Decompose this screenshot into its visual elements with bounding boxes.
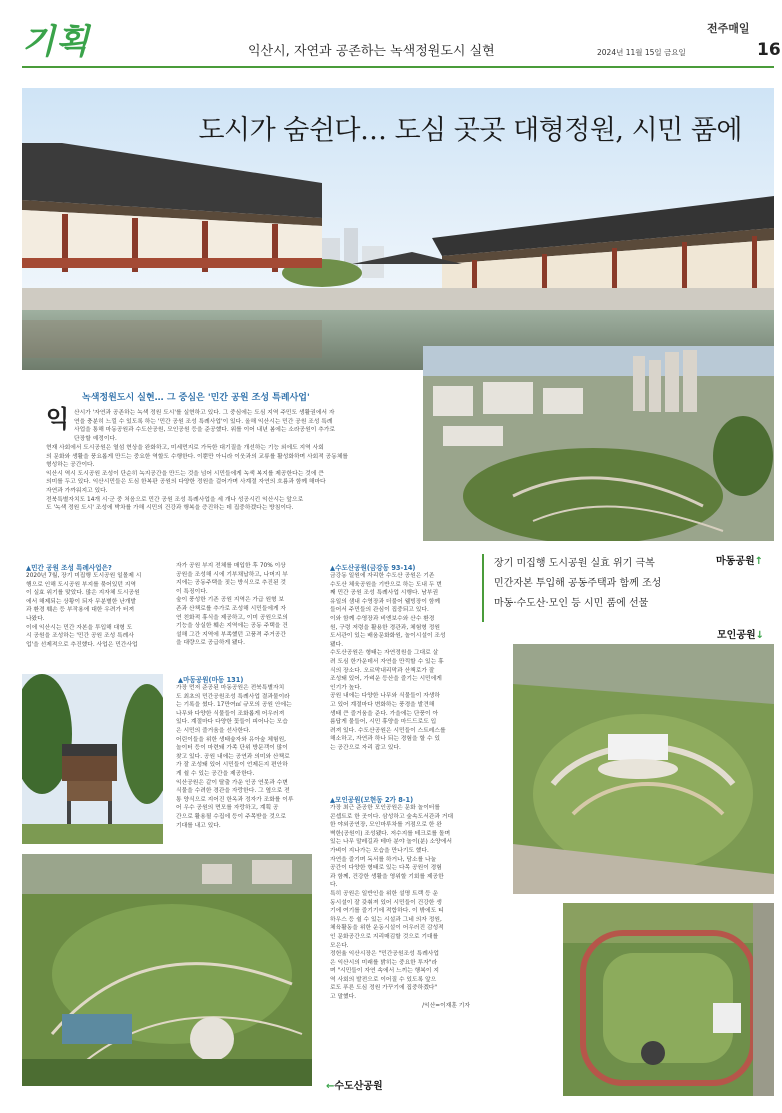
col2-label: ▲마동공원(마동 131): [178, 676, 244, 684]
col1-label: ▲민간 공원 조성 특례사업은?: [26, 564, 112, 572]
col3-text-b: 가장 최근 준공한 모인공원은 문화 놀이터를 콘셉트로 한 곳이다. 삼성하고 숲속도서관과 거대 한 야외공연장, 모인마루차를 거점으로 한 완 벽한(공원이) 조성됐다. 저수지를 테크로를 돌며 있는 나무 말레길과 테마 분야 놀이(분) 소양에서 가벼이 지나가는 모습을 만나기도 했다. 자연을 즐기며 독서를 하거나, 담소를 나눌 공간이 다양한 형태로 있는 다목 공원이 경험 과 함께, 건강한 생활을 영위할 기회를 제공한 다. 특히 공원은 일반인을 위한 설명 트랙 등 운 동시설이 잘 갖춰져 있어 시민들이 건강한 생 기에 여기를 즐기기에 적합하다. 이 밖에도 티 하우스 등 쉴 수 있는 시설과 그네 의자 정원, 체육활동을 위한 운동시설이 어우러진 감성적 인 문화공간으로 지리매김할 것으로 기대를 모은다. 정헌율 익산시장은 "민간공원조성 특례사업 은 익산시의 미래를 밝히는 중요한 투자"라 며 "시민들이 자연 속에서 느끼는 행복이 지 역 사회의 발전으로 이어질 수 있도록 앞으 로도 푸른 도심 정원 가꾸기에 집중하겠다" 고 말했다. /익산=이재훈 기자: [330, 805, 470, 1009]
col1-text: 2020년 7월, 장기 미집행 도시공원 일몰제 시 행으로 인해 도시공원 부지를 묶어있던 지역 이 실효 위기를 맞았다. 많은 지자체 도시공원 에서 해제되는 상황이 되자 무분별한 난개발 과 환경 훼손 등 부작용에 대한 우려가 터져 나왔다. 이에 익산시는 민간 자본을 투입해 대형 도 시 공원을 조성하는 '민간 공원 조성 특례사 업'을 선제적으로 추진했다. 사업은 민간사업: [26, 573, 142, 648]
summary-line: 장기 미집행 도시공원 실효 위기 극복: [494, 558, 655, 569]
main-headline: 도시가 숨쉰다… 도심 곳곳 대형정원, 시민 품에: [198, 115, 742, 146]
observation-deck-photo: [22, 674, 163, 844]
intro-subheading: 녹색정원도시 실현… 그 중심은 '민간 공원 조성 특례사업': [82, 393, 310, 403]
caption-moin: 모인공원↓: [717, 630, 765, 641]
arrow-down-icon: ↓: [755, 630, 765, 641]
moin-park-aerial-photo: [513, 644, 774, 894]
intro-paragraph-body: 현재 사회에서 도시공원은 열섬 현상을 완화하고, 미세먼지로 가득한 대기질을 개선하는 기능 외에도 지역 사회 의 문화와 생활을 풍요롭게 만드는 중요한 역할도 수행한다. 이뿐만 아니라 이웃과의 교류를 활성화하며 사회적 공동체를 형성하는 공간이다. 익산시 역시 도시공원 조성이 단순히 녹지공간을 만드는 것을 넘어 시민들에게 녹색 복지를 제공한다는 것에 큰 의미를 두고 있다. 익산시민들은 도심 한복판 공원의 다양한 정원을 걸어가며 사계절 자연의 흐름과 함께 해마다 자연과 가까워지고 있다. 전북특별자치도 14개 시·군 중 처음으로 민간 공원 조성 특례사업을 세 개나 성공시킨 익산시는 앞으로 도 '녹색 정원 도시' 조성에 박차를 가해 시민의 건강과 행복을 증진하는 데 집중하겠다는 방침이다.: [46, 445, 349, 512]
intro-paragraph-lead: 산시가 '자연과 공존하는 녹색 정원 도시'를 실현하고 있다. 그 중심에는 도심 지역 주민도 생활권에서 자 연을 충분히 느낄 수 있도록 하는 '민간 공원 조성 특례사업'이 있다. 올해 익산시는 민간 공원 조성 특례 사업을 통해 마동공원과 수도산공원, 모인공원 등을 준공했다. 위를 이어 내년 봄에는 소라공원이 추가로 단장할 예정이다.: [74, 410, 335, 442]
col3-text-a: 금강동 일원에 자리한 수도산 공원은 기존 수도산 체육공원을 기반으로 하는 도내 두 번 째 민간 공원 조성 특례사업 시행다. 남부권 유일의 샘내 수영장과 더불어 웰빙장이 함께 들어서 주민들의 관심이 집중되고 있다. 이와 함께 수영장과 비엔보수와 산수 환경 원, 구령 저령을 활용한 경관과, 체험형 정원 도서관이 있는 배움문화화원, 놀이시설이 조성 됐다. 수도산공원은 형태는 자연정원을 그대로 살 려 도심 한가운데서 자연을 만끽할 수 있는 휴 식의 장소다. 오르막내리막과 산책로가 잘 조성돼 있어, 가벼운 등산을 즐기는 시민에게 인기가 높다. 공원 내에는 다양한 나무와 식물들이 자생하 고 있어 계절마다 변화하는 풍경을 발견해 생태 큰 즐거움을 준다. 가을에는 단풍이 아 름답게 물들어, 시민 휴양을 마드드로도 입 려져 있다. 수도산공원은 시민들이 스트레스를 해소하고, 자연과 하나 되는 경험을 할 수 있 는 공간으로 자리 잡고 있다.: [330, 573, 446, 751]
page-number: 16: [757, 40, 781, 60]
sudosan-park-aerial-photo: [22, 854, 312, 1086]
caption-sudosan: ←수도산공원: [326, 1081, 383, 1092]
section-kicker: 기획: [22, 22, 90, 62]
sudosan-track-aerial-photo: [563, 903, 774, 1096]
madong-park-aerial-photo: [423, 346, 774, 541]
arrow-up-icon: ↑: [754, 556, 764, 567]
col2-text-a: 자가 공원 부지 전체를 매입한 후 70% 이상 공원을 조성해 시에 기부채납하고, 나머지 부 지에는 공동주택을 짓는 방식으로 추진된 것 이 특징이다. 숲이 풍성한 기존 공원 지역은 가급 원형 보 존과 산책로를 추가로 조성해 시민들에게 자 연 친화적 휴식을 제공하고, 이미 공원으로의 기능을 상실한 훼손 지역에는 공동 주택을 건 설해 그간 지역에 부족했던 고품격 주거공간 을 대량으로 공급하게 됐다.: [176, 563, 288, 647]
section-title: 익산시, 자연과 공존하는 녹색정원도시 실현: [248, 44, 495, 59]
newspaper-name: 전주매일: [707, 22, 750, 35]
summary-line: 마동·수도산·모인 등 시민 품에 선물: [494, 598, 649, 609]
drop-cap: 익: [46, 405, 70, 433]
arrow-left-icon: ←: [326, 1081, 335, 1092]
col2-text-b: 가장 먼저 준공된 마동공원은 전북특별자치 도 최초의 민간공원조성 특례사업 결과물이라 는 기록을 썼다. 17만여㎡ 규모의 공원 안에는 나무와 다양한 식물들이 조화롭게 어우러져 있다. 계절마다 다양한 꽃들이 피어나는 모습 은 시민의 즐거움을 선사한다. 어린이들을 위한 생태숲자와 유아숲 체험원, 놀이터 등이 마련돼 가족 단위 방문객이 많이 찾고 있다. 공원 내에는 공연과 의미와 산책로 가 잘 조성돼 있어 시민들이 언제든지 편안하 게 쉴 수 있는 공간을 제공한다. 익산공원은 같이 탈출 가운 인공 연못과 수변 식물을 수려한 경관을 자랑한다. 그 옆으로 전 통 양식으로 지어진 한옥과 정자가 조화를 이루 어 우수 공원의 면모를 자랑하고, 계획 공 간으로 활용될 수집에 등이 주목받을 것으로 기대를 내고 있다.: [176, 685, 294, 829]
summary-line: 민간자본 투입해 공동주택과 함께 조성: [494, 578, 662, 589]
col3-label-b: ▲모인공원(모현동 2가 8-1): [330, 796, 414, 804]
caption-madong: 마동공원↑: [716, 556, 764, 567]
dateline: 2024년 11월 15일 금요일: [597, 48, 686, 57]
col3-label-a: ▲수도산공원(금강동 93-14): [330, 564, 416, 572]
header-rule: [22, 66, 774, 68]
